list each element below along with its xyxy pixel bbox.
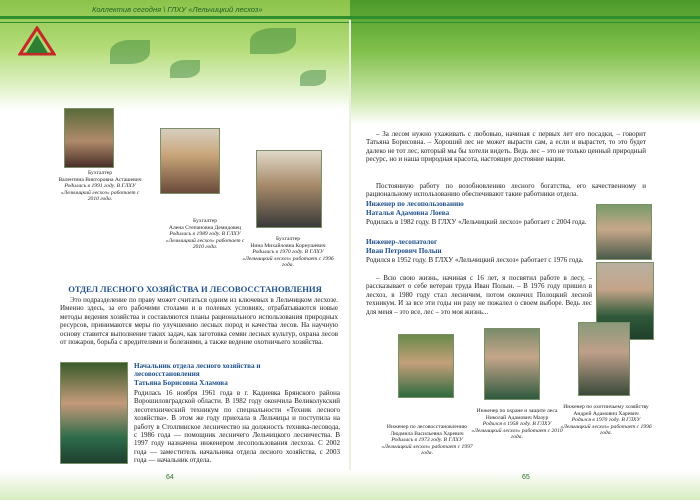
engineer2-name: Иван Петрович Полын: [366, 247, 442, 255]
staff-photo-2: [160, 128, 220, 194]
head-bio: Родилась 16 ноября 1961 года в г. Кадиевка Брянского района Ворошиловградской области. В 1982 году окончила Великолукский лесотехнический техникум по специальности «Техник лесного хозяйства». В этом же году приехала в Лельчицы и поступила на работу в Столпинское лесничество на должность техника-лесовода, с 1986 года — помощник лесничего Лельчицкого лесничества. В 1997 году назначена инженером лесопользования лесхоза. С 2002 года — заместитель начальника отдела лесного хозяйства, с 2003 года — начальник отдела.: [134, 389, 340, 465]
staff-caption-6: Инженер по охотничьему хозяйству Андрей Адамович Харевич Родился в 1970 году. В ГЛХУ «Лельчицкий лесхоз» работает с 1996 года.: [560, 404, 652, 437]
intro-paragraph: Постоянную работу по возобновлению лесного богатства, его качественному и рациональному использованию обеспечивают такие работники отдела.: [366, 182, 646, 199]
section-title: ОТДЕЛ ЛЕСНОГО ХОЗЯЙСТВА И ЛЕСОВОССТАНОВЛЕНИЯ: [68, 284, 322, 294]
section-paragraph: Это подразделение по праву может считаться одним из ключевых в Лельчицком лесхозе. Именно здесь, за его рабочими столами и в полевых условиях, отрабатываются новые методы ведения хозяйства и составляются планы рационального использования природных ресурсов, принимаются меры по улучшению лесных пород и качества лесов. На научную основу ставится выполнение таких задач, как заготовка семян лесных культур, охрана лесов от пожаров, борьба с вредителями и болезнями, а также ведение охотничьего хозяйства.: [60, 296, 338, 347]
page-number-left: 64: [166, 474, 174, 481]
bottom-band: [0, 470, 700, 500]
staff-photo-4: [398, 334, 454, 398]
header-rule: [0, 16, 700, 19]
engineer1-photo: [596, 204, 652, 260]
engineer1-role: Инженер по лесопользованию: [366, 200, 464, 208]
staff-photo-1: [64, 108, 114, 168]
staff-caption-3: Бухгалтер Нина Михайловна Корнушевич Родилась в 1970 году. В ГЛХУ «Лельчицкий лесхоз» работает с 1996 года.: [242, 236, 334, 269]
engineer1-name: Наталья Адамовна Лоева: [366, 209, 450, 217]
staff-photo-5: [484, 328, 540, 400]
staff-caption-2: Бухгалтер Алена Степановна Демидовец Родилась в 1989 году. В ГЛХУ «Лельчицкий лесхоз» работает с 2010 года.: [165, 218, 245, 251]
page-number-right: 65: [522, 474, 530, 481]
engineer2-role: Инженер-лесопатолог: [366, 238, 438, 246]
engineer2-bio: Родился в 1952 году. В ГЛХУ «Лельчицкий лесхоз» работает с 1976 года.: [366, 256, 584, 264]
lesxoz-logo-icon: [18, 26, 56, 56]
head-name: Татьяна Борисовна Хламова: [134, 379, 228, 387]
staff-caption-1: Бухгалтер Валентина Викторовна Асташевич Родилась в 1991 году. В ГЛХУ «Лельчицкий лесхоз» работает с 2010 года.: [58, 170, 142, 203]
page-gutter: [349, 20, 351, 490]
staff-photo-6: [578, 322, 630, 396]
head-photo: [60, 362, 128, 464]
head-role: Начальник отдела лесного хозяйства и лесовосстановления: [134, 362, 261, 379]
staff-photo-3: [256, 150, 322, 228]
running-header: Коллектив сегодня \ ГЛХУ «Лельчицкий лесхоз»: [92, 5, 263, 14]
staff-caption-4: Инженер по лесовосстановлению Людмила Васильевна Харевич Родилась в 1973 году. В ГЛХУ «Лельчицкий лесхоз» работает с 1997 года.: [381, 424, 473, 457]
quote-paragraph: – За лесом нужно ухаживать с любовью, начиная с первых лет его посадки, – говорит Татьяна Борисовна. – Хороший лес не может вырасти сам, а если и вырастет, то это будет далеко не тот лес, который мы бы хотели видеть. Ведь лес – это не только ценный природный ресурс, но и наша природная красота, настоящее достояние нации.: [366, 130, 646, 164]
engineer2-story: – Всю свою жизнь, начиная с 16 лет, я посвятил работе в лесу, – рассказывает о себе ветеран труда Иван Полын. – В 1976 году пришел в лесхоз, в 1980 году стал лесничим, потом окончил Полоцкий лесной техникум. И за все эти годы ни разу не пожалел о своем выборе. Ведь лес для меня – это все, лес – это моя жизнь...: [366, 274, 592, 316]
staff-caption-5: Инженер по охране и защите леса Николай Адамович Мазур Родился в 1958 году. В ГЛХУ «Лельчицкий лесхоз» работает с 2010 года.: [471, 408, 563, 441]
engineer1-bio: Родилась в 1982 году. В ГЛХУ «Лельчицкий лесхоз» работает с 2004 года.: [366, 218, 587, 226]
